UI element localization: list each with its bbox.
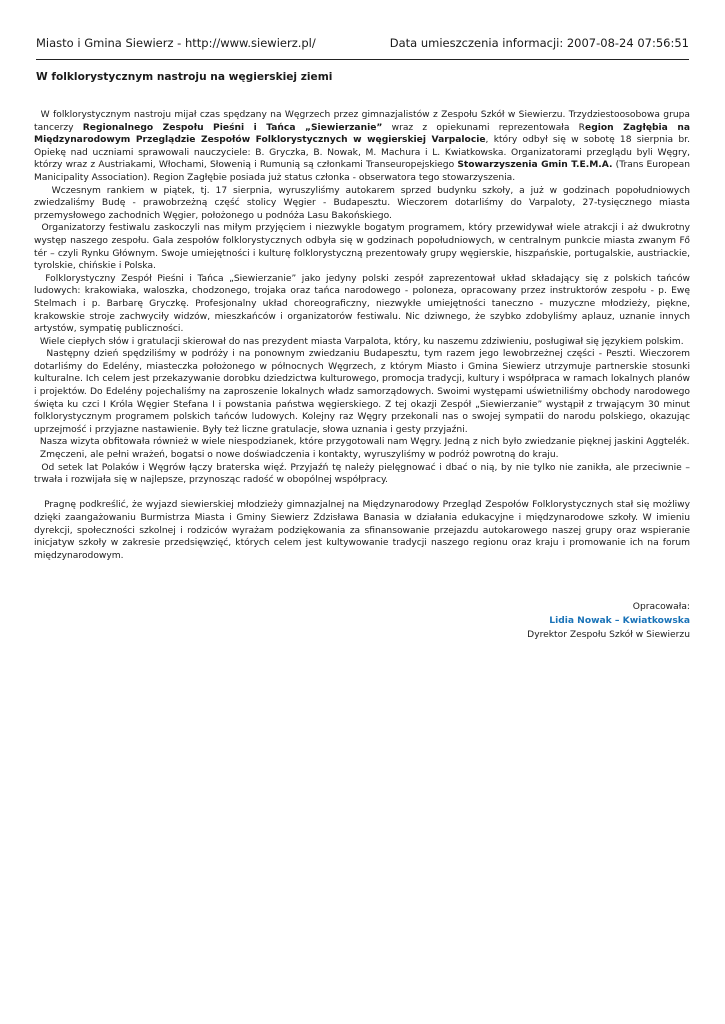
article-title: W folklorystycznym nastroju na węgierskiej ziemi [36,71,333,83]
author-role: Dyrektor Zespołu Szkół w Siewierzu [527,630,690,640]
paragraph: Od setek lat Polaków i Węgrów łączy braterska więź. Przyjaźń tę należy pielęgnować i dbać o nią, by nie tylko nie zanikła, ale przeciwnie – trwała i rozwijała się w najlepsze, przynosząc radość w obopólnej współpracy. [34,462,693,486]
paragraph-intro: W folklorystycznym nastroju mijał czas spędzany na Węgrzech przez gimnazjalistów z Zespołu Szkół w Siewierzu. Trzydziestoosobowa grupa tancerzy Regionalnego Zespołu Pieśni i Tańca „Siewierzanie” wraz z opiekunami reprezentowała Region Zagłębia na Międzynarodowym Przeglądzie Zespołów Folklorystycznych w węgierskiej Varpalocie, który odbył się w sobotę 18 sierpnia br. Opiekę nad uczniami sprawowali nauczyciele: B. Gryczka, B. Nowak, M. Machura i L. Kwiatkowska. Organizatorami przeglądu byli Węgry, którzy wraz z Austriakami, Włochami, Słowenią i Rumunią są członkami Transeuropejskiego Stowarzyszenia Gmin T.E.M.A. (Trans European Manicipality Association). Region Zagłębie posiada już status członka - obserwatora tego stowarzyszenia. [34,110,694,183]
ensemble-name: Regionalnego Zespołu Pieśni i Tańca „Siewierzanie” [82,122,383,133]
signature-block [527,600,690,642]
paragraph: Wiele ciepłych słów i gratulacji skierował do nas prezydent miasta Varpalota, który, ku naszemu zdziwieniu, posługiwał się językiem polskim. [34,336,684,347]
festival-name: egion Zagłębia na Międzynarodowym Przeglądzie Zespołów Folklorystycznych w węgierskiej Varpalocie [34,122,694,146]
author-name: Lidia Nowak – Kwiatkowska [549,616,690,626]
publication-date: Data umieszczenia informacji: 2007-08-24 07:56:51 [389,36,689,50]
signature-label: Opracowała: [632,602,690,612]
article-body [34,109,694,562]
paragraph: Następny dzień spędziliśmy w podróży i na ponownym zwiedzaniu Budapesztu, tym razem jego lewobrzeżnej części - Peszti. Wieczorem dotarliśmy do Edelény, miasteczka położonego w północnych Węgrzech, z którym Miasto i Gmina Siewierz utrzymuje partnerskie stosunki kulturalne. Ich celem jest przekazywanie dorobku dziedzictwa kulturowego, promocja tradycji, kultury i współpraca w ramach lokalnych planów i projektów. Do Edelény pojechaliśmy na zaproszenie lokalnych władz samorządowych. Swoimi występami uświetniliśmy obchody narodowego święta ku czci I Króla Węgier Stefana I i powstania państwa węgierskiego. Z tej okazji Zespół „Siewierzanie” wystąpił z trwającym 30 minut folklorystycznym programem polskich tańców ludowych. Kolejny raz Węgry przekonali nas o swojej sympatii do narodu polskiego, okazując uprzejmość i przyjazne nastawienie. Były też liczne gratulacje, słowa uznania i gesty przyjaźni. [34,349,693,435]
header-divider [36,59,689,60]
paragraph: Zmęczeni, ale pełni wrażeń, bogatsi o nowe doświadczenia i kontakty, wyruszyliśmy w podróż powrotną do kraju. [34,450,559,461]
paragraph: Organizatorzy festiwalu zaskoczyli nas miłym przyjęciem i niezwykle bogatym programem, który przewidywał wiele atrakcji i aż dwukrotny występ naszego zespołu. Gala zespołów folklorystycznych odbyła się w godzinach popołudniowych, w centralnym punkcie miasta zwanym Fő tér – czyli Rynku Głównym. Swoje umiejętności i kulturę folklorystyczną prezentowały grupy węgierskie, hiszpańskie, portugalskie, austriackie, tyrolskie, chińskie i Polska. [34,223,693,272]
site-label: Miasto i Gmina Siewierz - http://www.siewierz.pl/ [36,36,316,50]
paragraph-closing: Pragnę podkreślić, że wyjazd siewierskiej młodzieży gimnazjalnej na Międzynarodowy Przegląd Zespołów Folklorystycznych stał się możliwy dzięki zaangażowaniu Burmistrza Miasta i Gminy Siewierz Zdzisława Banasia w działania edukacyjne i międzynarodowe szkoły. W imieniu dyrekcji, społeczności szkolnej i rodziców wyrażam podziękowania za sfinansowanie przejazdu autokarowego naszej grupy oraz wspieranie inicjatyw szkoły w zakresie przedsięwzięć, których celem jest kultywowanie tradycji naszego regionu oraz kraju i promowanie ich na forum międzynarodowym. [34,500,693,561]
page-header [36,36,689,50]
paragraph: Nasza wizyta obfitowała również w wiele niespodzianek, które przygotowali nam Węgry. Jedną z nich było zwiedzanie pięknej jaskini Aggtelék. [34,437,690,448]
paragraph: Wczesnym rankiem w piątek, tj. 17 sierpnia, wyruszyliśmy autokarem sprzed budynku szkoły, a już w godzinach popołudniowych zwiedzaliśmy Budę - prawobrzeżną część stolicy Węgier - Budapesztu. Wieczorem dotarliśmy do Varpaloty, 27-tysięcznego miasta przemysłowego zachodnich Węgier, położonego u podnóża Lasu Bakońskiego. [34,185,693,221]
association-name: Stowarzyszenia Gmin T.E.M.A. [457,160,613,171]
paragraph: Folklorystyczny Zespół Pieśni i Tańca „Siewierzanie” jako jedyny polski zespół zaprezentował układ składający się z polskich tańców ludowych: krakowiaka, waloszka, chodzonego, trojaka oraz tańca narodowego - poloneza, opracowany przez instruktorów zespołu - p. Ewę Stelmach i p. Barbarę Gryczkę. Profesjonalny układ choreograficzny, niezwykłe umiejętności taneczno - muzyczne młodzieży, piękne, krakowskie stroje zachwyciły widzów, mieszkańców i organizatorów festiwalu. Nic dziwnego, że szybko zdobyliśmy aplauz, uznanie innych artystów, sympatię publiczności. [34,273,693,335]
